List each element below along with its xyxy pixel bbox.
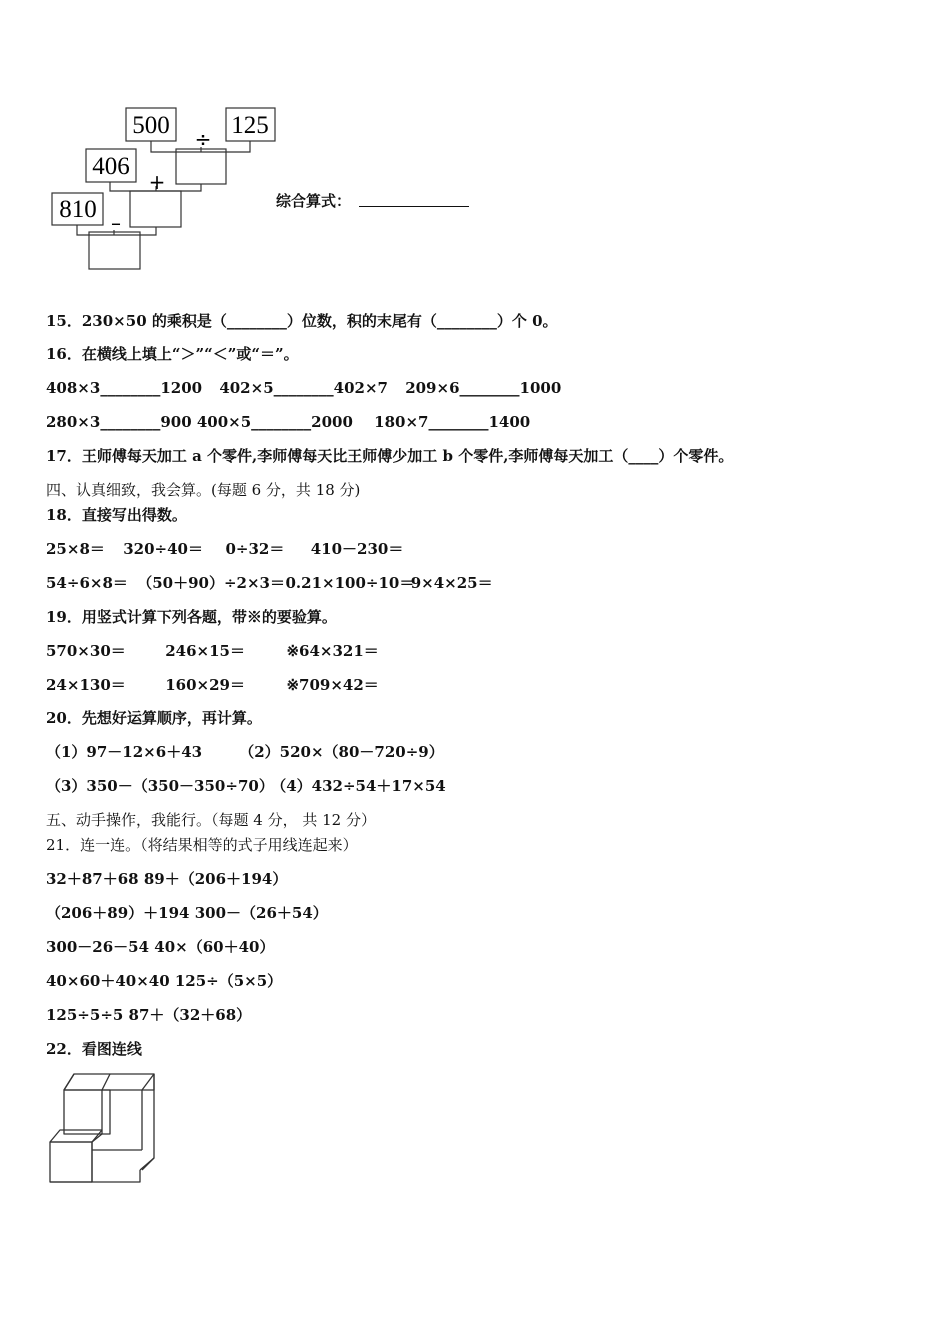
formula-label: 综合算式： <box>276 192 352 210</box>
blank-box-result <box>89 232 140 269</box>
question-20-row-2 <box>46 776 446 796</box>
expression: 570×30＝ <box>46 642 126 660</box>
divide-symbol: ÷ <box>194 127 212 151</box>
expression: 25×8＝ <box>46 540 105 558</box>
cube-stack-figure <box>44 1070 159 1190</box>
expression: 410－230＝ <box>310 540 404 558</box>
question-19-row-1 <box>46 641 379 661</box>
expression: 0.21×100÷10＝ <box>285 574 415 592</box>
question-17: 17．王师傅每天加工 a 个零件,李师傅每天比王师傅少加工 b 个零件,李师傅每天加工（____）个零件。 <box>46 447 734 465</box>
question-20-title: 20．先想好运算顺序，再计算。 <box>46 709 262 727</box>
value-500: 500 <box>132 112 170 139</box>
expression: 0÷32＝ <box>225 540 285 558</box>
question-21-title: 21．连一连。（将结果相等的式子用线连起来） <box>46 836 358 854</box>
question-16-row-2 <box>46 412 530 432</box>
expression: 9×4×25＝ <box>410 574 493 592</box>
question-18-title: 18．直接写出得数。 <box>46 506 187 524</box>
expression: 54÷6×8＝ <box>46 574 128 592</box>
match-row: （206＋89）＋194 300－（26＋54） <box>46 904 328 922</box>
compare-item: 180×7________1400 <box>374 413 531 431</box>
match-row: 300－26－54 40×（60＋40） <box>46 938 275 956</box>
value-810: 810 <box>59 196 97 223</box>
question-16-row-1 <box>46 378 561 398</box>
expression: 246×15＝ <box>165 642 245 660</box>
question-20-row-1 <box>46 742 444 762</box>
question-19-title: 19．用竖式计算下列各题，带※的要验算。 <box>46 608 337 626</box>
expression: （2）520×（80－720÷9） <box>239 743 444 761</box>
expression: ※64×321＝ <box>286 642 379 660</box>
question-16-title: 16．在横线上填上“＞”“＜”或“＝”。 <box>46 345 299 363</box>
expression: （3）350－（350－350÷70） <box>46 777 274 795</box>
expression: ※709×42＝ <box>286 676 379 694</box>
section-5-title: 五、动手操作，我能行。（每题 4 分， 共 12 分） <box>46 811 376 829</box>
blank-box-quotient <box>176 149 226 184</box>
expression: 24×130＝ <box>46 676 126 694</box>
expression: （1）97－12×6＋43 <box>46 743 203 761</box>
compare-item: 209×6________1000 <box>405 379 562 397</box>
formula-answer-line[interactable] <box>359 206 469 207</box>
value-125: 125 <box>231 112 269 139</box>
minus-symbol: – <box>111 211 121 235</box>
compare-item: 280×3________900 400×5________2000 <box>46 413 353 431</box>
section-4-title: 四、认真细致，我会算。(每题 6 分，共 18 分) <box>46 481 361 499</box>
question-15: 15．230×50 的乘积是（________）位数，积的末尾有（________）个 0。 <box>46 312 558 330</box>
blank-box-sum <box>130 191 181 227</box>
compare-item: 408×3________1200 <box>46 379 203 397</box>
question-19-row-2 <box>46 675 379 695</box>
match-row: 40×60＋40×40 125÷（5×5） <box>46 972 283 990</box>
question-22-title: 22．看图连线 <box>46 1040 142 1058</box>
expression: 160×29＝ <box>165 676 245 694</box>
calculation-flow-diagram <box>0 0 480 290</box>
expression: （50＋90）÷2×3＝ <box>137 574 285 592</box>
compare-item: 402×5________402×7 <box>219 379 388 397</box>
expression: 320÷40＝ <box>123 540 203 558</box>
value-406: 406 <box>92 153 130 180</box>
expression: （4）432÷54＋17×54 <box>271 777 446 795</box>
match-row: 125÷5÷5 87＋（32＋68） <box>46 1006 252 1024</box>
question-18-row-2 <box>46 573 493 593</box>
question-18-row-1 <box>46 539 403 559</box>
match-row: 32＋87＋68 89＋（206＋194） <box>46 870 288 888</box>
plus-symbol: + <box>148 170 166 194</box>
